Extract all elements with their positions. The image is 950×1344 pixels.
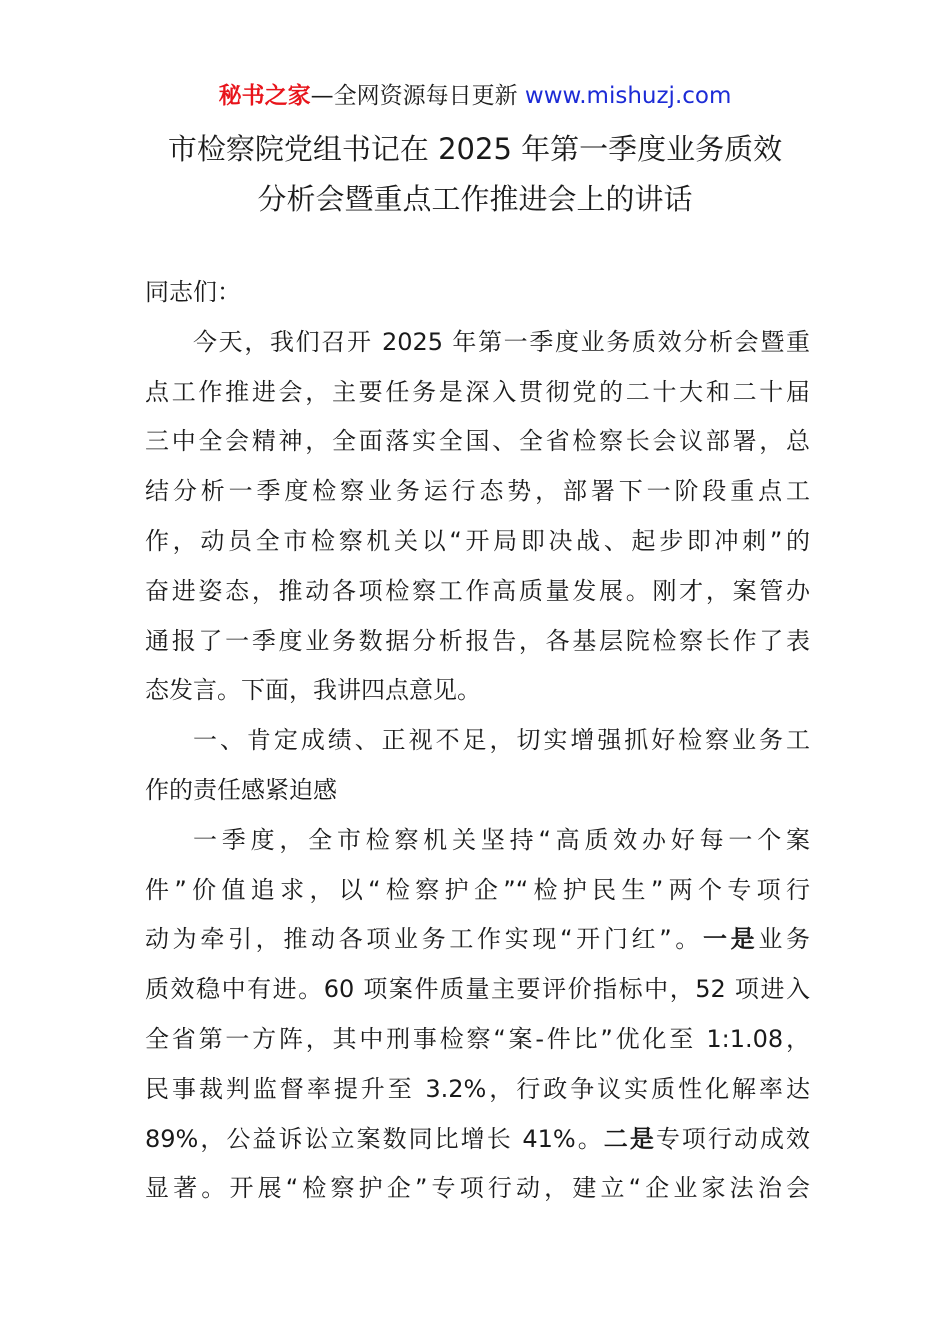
text-line: 态发言。下面，我讲四点意见。 <box>145 676 481 705</box>
text-line: 全省第一方阵，其中刑事检察“案-件比”优化至 1:1.08， <box>145 1024 810 1053</box>
text-line: 奋进姿态，推动各项检察工作高质量发展。刚才，案管办 <box>145 576 810 605</box>
header-dash: — <box>310 83 334 109</box>
section-heading-1 <box>145 716 810 816</box>
paragraph-achievements <box>145 816 810 1214</box>
site-url-link[interactable]: www.mishuzj.com <box>524 83 732 109</box>
text-line <box>145 915 810 965</box>
header-tagline: 全网资源每日更新 <box>333 83 518 109</box>
text-line: 今天，我们召开 2025 年第一季度业务质效分析会暨重 <box>193 327 810 356</box>
site-header <box>0 80 950 112</box>
text-line: 三中全会精神，全面落实全国、全省检察长会议部署，总 <box>145 427 810 456</box>
bold-marker-first: 一是 <box>702 925 759 954</box>
text-line: 件”价值追求，以“检察护企”“检护民生”两个专项行 <box>145 875 810 904</box>
text-segment: 专项行动成效 <box>655 1124 811 1153</box>
document-title <box>60 124 890 224</box>
document-body <box>145 268 810 1214</box>
text-segment: 89%，公益诉讼立案数同比增长 41%。 <box>145 1124 604 1153</box>
text-line: 显著。开展“检察护企”专项行动，建立“企业家法治会 <box>145 1174 810 1203</box>
heading-line: 作的责任感紧迫感 <box>145 775 337 804</box>
text-line: 通报了一季度业务数据分析报告，各基层院检察长作了表 <box>145 626 810 655</box>
paragraph-intro <box>145 318 810 716</box>
text-line: 质效稳中有进。60 项案件质量主要评价指标中，52 项进入 <box>145 975 810 1004</box>
brand-name: 秘书之家 <box>218 83 311 109</box>
salutation: 同志们： <box>145 278 241 306</box>
bold-marker-second: 二是 <box>603 1124 656 1153</box>
text-segment: 业务 <box>758 925 810 954</box>
text-line: 结分析一季度检察业务运行态势，部署下一阶段重点工 <box>145 477 810 506</box>
text-line: 点工作推进会，主要任务是深入贯彻党的二十大和二十届 <box>145 377 810 406</box>
title-line-2: 分析会暨重点工作推进会上的讲话 <box>257 182 693 216</box>
text-segment: 动为牵引，推动各项业务工作实现“开门红”。 <box>145 925 703 954</box>
text-line: 民事裁判监督率提升至 3.2%，行政争议实质性化解率达 <box>145 1074 810 1103</box>
title-line-1: 市检察院党组书记在 2025 年第一季度业务质效 <box>167 132 783 166</box>
text-line: 一季度，全市检察机关坚持“高质效办好每一个案 <box>193 825 810 854</box>
heading-line: 一、肯定成绩、正视不足，切实增强抓好检察业务工 <box>193 726 810 755</box>
text-line: 作，动员全市检察机关以“开局即决战、起步即冲刺”的 <box>145 526 810 555</box>
text-line <box>145 1115 810 1165</box>
